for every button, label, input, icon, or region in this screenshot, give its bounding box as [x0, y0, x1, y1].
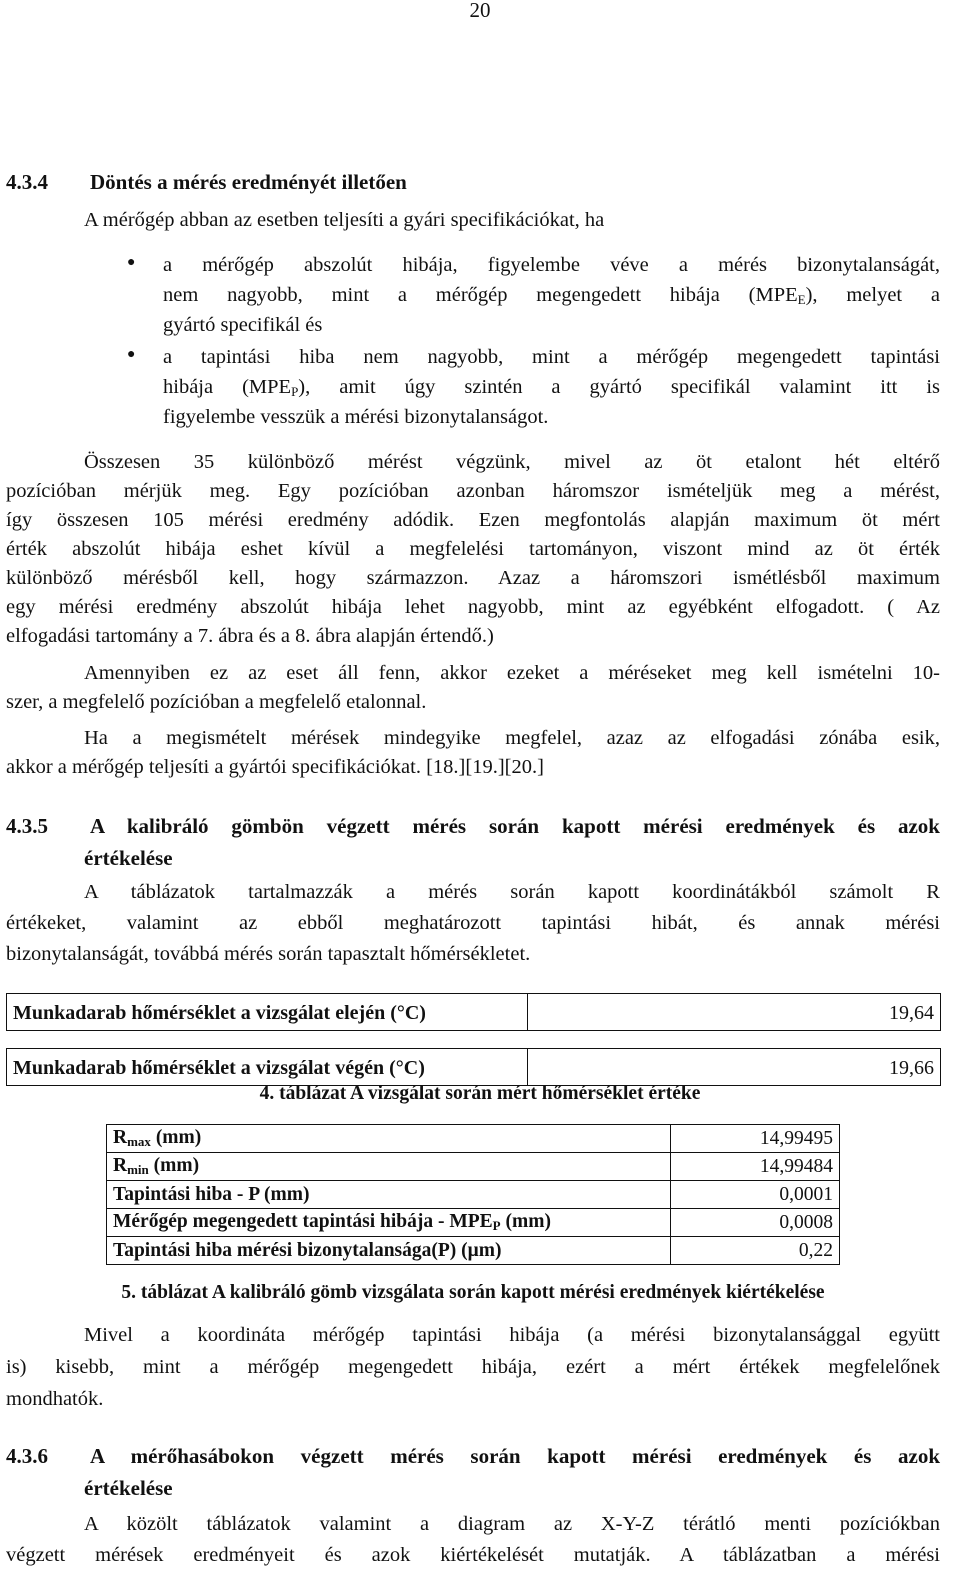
para3-line: Ha a megismételt mérések mindegyike megfelel, azaz az elfogadási zónába esik, [84, 727, 940, 749]
row-value: 0,0001 [671, 1181, 840, 1209]
conclusion-line: is) kisebb, mint a mérőgép megengedett hibája, ezért a mért értékek megfelelőnek [6, 1356, 940, 1378]
section-number: 4.3.5 [6, 814, 48, 838]
para1-line: különböző mérésből kell, hogy származzon. Azaz a háromszori ismétlésből maximum [6, 567, 940, 589]
row-label: Munkadarab hőmérséklet a vizsgálat végén (°C) [13, 1057, 425, 1079]
para1-line: így összesen 105 mérési eredmény adódik. Ezen megfontolás alapján maximum öt mért [6, 509, 940, 531]
section-heading-434 [6, 170, 906, 198]
bullet-marker: ● [127, 347, 136, 362]
table-row [107, 1181, 840, 1209]
page-number: 20 [469, 0, 491, 22]
bullet-marker: ● [127, 255, 136, 270]
bullet1-line3: gyártó specifikál és [163, 314, 323, 336]
para1-line: egy mérési eredmény abszolút hibája lehet nagyobb, mint az egyébként elfogadott. ( Az [6, 596, 940, 618]
table-row [107, 1153, 840, 1181]
section-436-para-line: A közölt táblázatok valamint a diagram az X-Y-Z térátló menti pozíciókban [84, 1513, 940, 1535]
para1-line: elfogadási tartomány a 7. ábra és a 8. ábra alapján értendő.) [6, 625, 494, 647]
conclusion-line: Mivel a koordináta mérőgép tapintási hibája (a mérési bizonytalansággal együtt [84, 1324, 940, 1346]
section-title: Döntés a mérés eredményét illetően [90, 170, 407, 194]
section-number: 4.3.6 [6, 1444, 48, 1468]
bullet1-line2: nem nagyobb, mint a mérőgép megengedett hibája $(MPE_E)$, melyet a [163, 284, 940, 307]
para2-line: Amennyiben ez az eset áll fenn, akkor ezeket a méréseket meg kell ismételni 10- [84, 662, 940, 684]
table-row [107, 1125, 840, 1153]
row-label: Munkadarab hőmérséklet a vizsgálat elején (°C) [13, 1002, 426, 1024]
section-436-para-line: végzett mérések eredményeit és azok kiértékelését mutatják. A táblázatban a mérési [6, 1544, 940, 1566]
table-row [6, 1048, 941, 1086]
section-title: A kalibráló gömbön végzett mérés során kapott mérési eredmények és azok [90, 814, 940, 838]
conclusion-line: mondhatók. [6, 1388, 104, 1410]
section-435-para-line: A táblázatok tartalmazzák a mérés során kapott koordinátákból számolt R [84, 881, 940, 903]
bullet2-line3: figyelembe vesszük a mérési bizonytalanságot. [163, 406, 549, 428]
row-label: Tapintási hiba mérési bizonytalansága(P) (μm) [107, 1237, 671, 1265]
para1-line: Összesen 35 különböző mérést végzünk, mivel az öt etalont hét eltérő [84, 451, 940, 473]
table-row [6, 993, 941, 1031]
bullet2-line2: hibája $(MPE_P)$, amit úgy szintén a gyártó specifikál valamint itt is [163, 376, 940, 399]
section-number: 4.3.4 [6, 170, 48, 194]
row-label: $R_{max}$ (mm) [107, 1125, 671, 1153]
bullet1-line1: a mérőgép abszolút hibája, figyelembe véve a mérés bizonytalanságát, [163, 254, 940, 276]
section-435-para-line: bizonytalanságát, továbbá mérés során tapasztalt hőmérsékletet. [6, 943, 531, 965]
para3-line: akkor a mérőgép teljesíti a gyártói specifikációkat. [18.][19.][20.] [6, 756, 544, 778]
row-value: 0,22 [671, 1237, 840, 1265]
row-value: 14,99495 [671, 1125, 840, 1153]
bullet2-line1: a tapintási hiba nem nagyobb, mint a mérőgép megengedett tapintási [163, 346, 940, 368]
table-row [107, 1237, 840, 1265]
row-value: 0,0008 [671, 1209, 840, 1237]
table4-caption: 4. táblázat A vizsgálat során mért hőmérséklet értéke [259, 1083, 701, 1104]
table-row [107, 1209, 840, 1237]
section-435-para-line: értékeket, valamint az ebből meghatározott tapintási hibát, és annak mérési [6, 912, 940, 934]
para1-line: érték abszolút hibája eshet kívül a megfelelési tartományon, viszont mind az öt érték [6, 538, 940, 560]
para2-line: szer, a megfelelő pozícióban a megfelelő etalonnal. [6, 691, 427, 713]
section-title-cont: értékelése [84, 846, 173, 870]
para1-line: pozícióban mérjük meg. Egy pozícióban azonban háromszor ismételjük meg a mérést, [6, 480, 940, 502]
section-title-cont: értékelése [84, 1476, 173, 1500]
cell-divider [527, 994, 528, 1030]
row-label: Mérőgép megengedett tapintási hibája - $MPE_P$ (mm) [107, 1209, 671, 1237]
section-title: A mérőhasábokon végzett mérés során kapott mérési eredmények és azok [90, 1444, 940, 1468]
row-label: Tapintási hiba - P (mm) [107, 1181, 671, 1209]
section-heading-435 [6, 814, 940, 842]
row-value: 19,64 [889, 1002, 934, 1024]
table5-caption: 5. táblázat A kalibráló gömb vizsgálata során kapott mérési eredmények kiértékelése [121, 1282, 825, 1303]
section-heading-436 [6, 1444, 940, 1472]
cell-divider [527, 1049, 528, 1085]
row-value: 14,99484 [671, 1153, 840, 1181]
calibration-sphere-table [106, 1124, 840, 1265]
row-value: 19,66 [889, 1057, 934, 1079]
row-label: $R_{min}$ (mm) [107, 1153, 671, 1181]
section-intro: A mérőgép abban az esetben teljesíti a gyári specifikációkat, ha [84, 209, 605, 231]
